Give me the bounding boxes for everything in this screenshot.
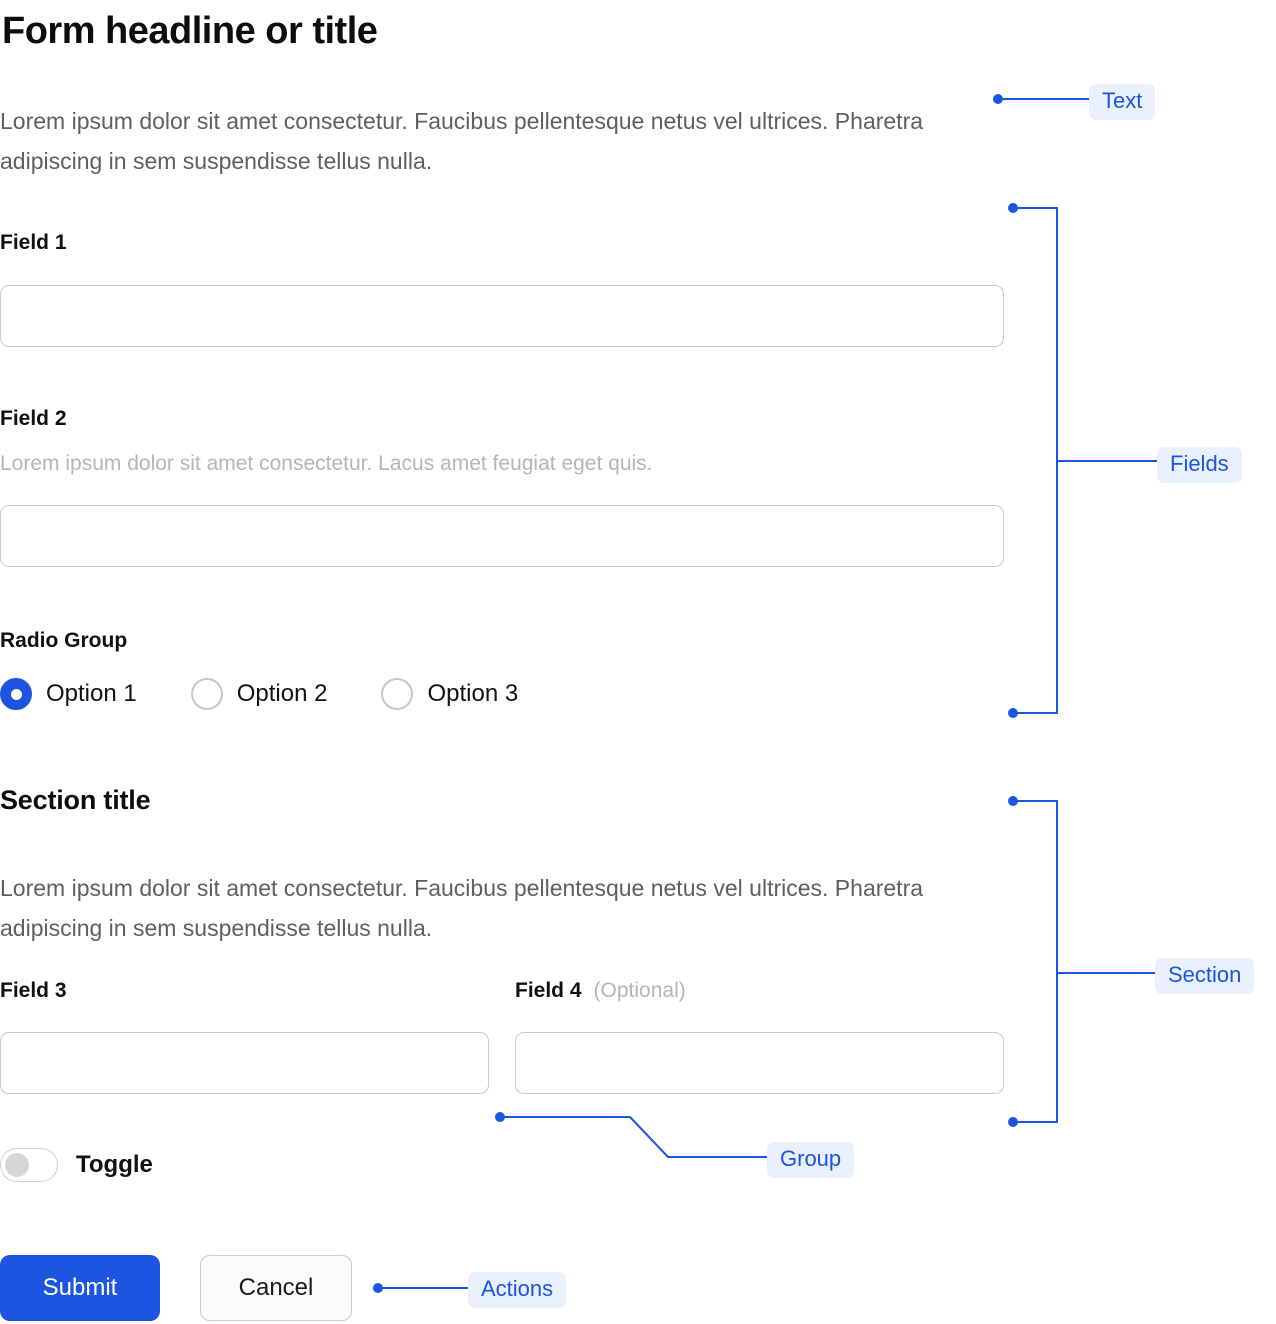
radio-option-1-label: Option 1 (46, 680, 137, 707)
toggle-row[interactable] (0, 1148, 153, 1182)
radio-unselected-icon[interactable] (381, 678, 413, 710)
annotation-tag-group: Group (767, 1142, 854, 1178)
field-4-label-wrap (515, 980, 686, 1001)
annotation-tag-text: Text (1089, 84, 1155, 120)
field-2-help-text: Lorem ipsum dolor sit amet consectetur. Lacus amet feugiat eget quis. (0, 452, 653, 475)
radio-option-2[interactable] (191, 678, 328, 710)
field-1-label: Field 1 (0, 231, 67, 254)
actions-row (0, 1255, 352, 1321)
toggle-switch[interactable] (0, 1148, 58, 1182)
field-1-input[interactable] (0, 285, 1004, 347)
radio-unselected-icon[interactable] (191, 678, 223, 710)
cancel-button[interactable]: Cancel (200, 1255, 352, 1321)
field-4-optional-tag: (Optional) (593, 979, 686, 1002)
radio-group-label: Radio Group (0, 629, 128, 652)
field-2-label: Field 2 (0, 407, 67, 430)
radio-option-1[interactable] (0, 678, 137, 710)
field-2-input[interactable] (0, 505, 1004, 567)
toggle-knob (5, 1153, 29, 1177)
field-4-label: Field 4 (515, 979, 582, 1002)
section-description: Lorem ipsum dolor sit amet consectetur. Faucibus pellentesque netus vel ultrices. Pharetra adipiscing in sem suspendisse tellus nulla. (0, 875, 924, 941)
section-title: Section title (0, 785, 151, 815)
annotation-tag-section: Section (1155, 958, 1254, 994)
intro-paragraph: Lorem ipsum dolor sit amet consectetur. Faucibus pellentesque netus vel ultrices. Pharetra adipiscing in sem suspendisse tellus nulla. (0, 108, 924, 174)
radio-option-3[interactable] (381, 678, 518, 710)
toggle-label: Toggle (76, 1151, 153, 1178)
annotation-tag-fields: Fields (1157, 447, 1242, 483)
radio-option-3-label: Option 3 (427, 680, 519, 707)
field-3-label: Field 3 (0, 979, 67, 1002)
radio-group (0, 678, 572, 710)
page-title: Form headline or title (2, 10, 378, 52)
field-3-input[interactable] (0, 1032, 489, 1094)
radio-selected-icon[interactable] (0, 678, 32, 710)
field-4-input[interactable] (515, 1032, 1004, 1094)
submit-button[interactable]: Submit (0, 1255, 160, 1321)
radio-option-2-label: Option 2 (236, 680, 328, 707)
annotation-tag-actions: Actions (468, 1272, 566, 1308)
